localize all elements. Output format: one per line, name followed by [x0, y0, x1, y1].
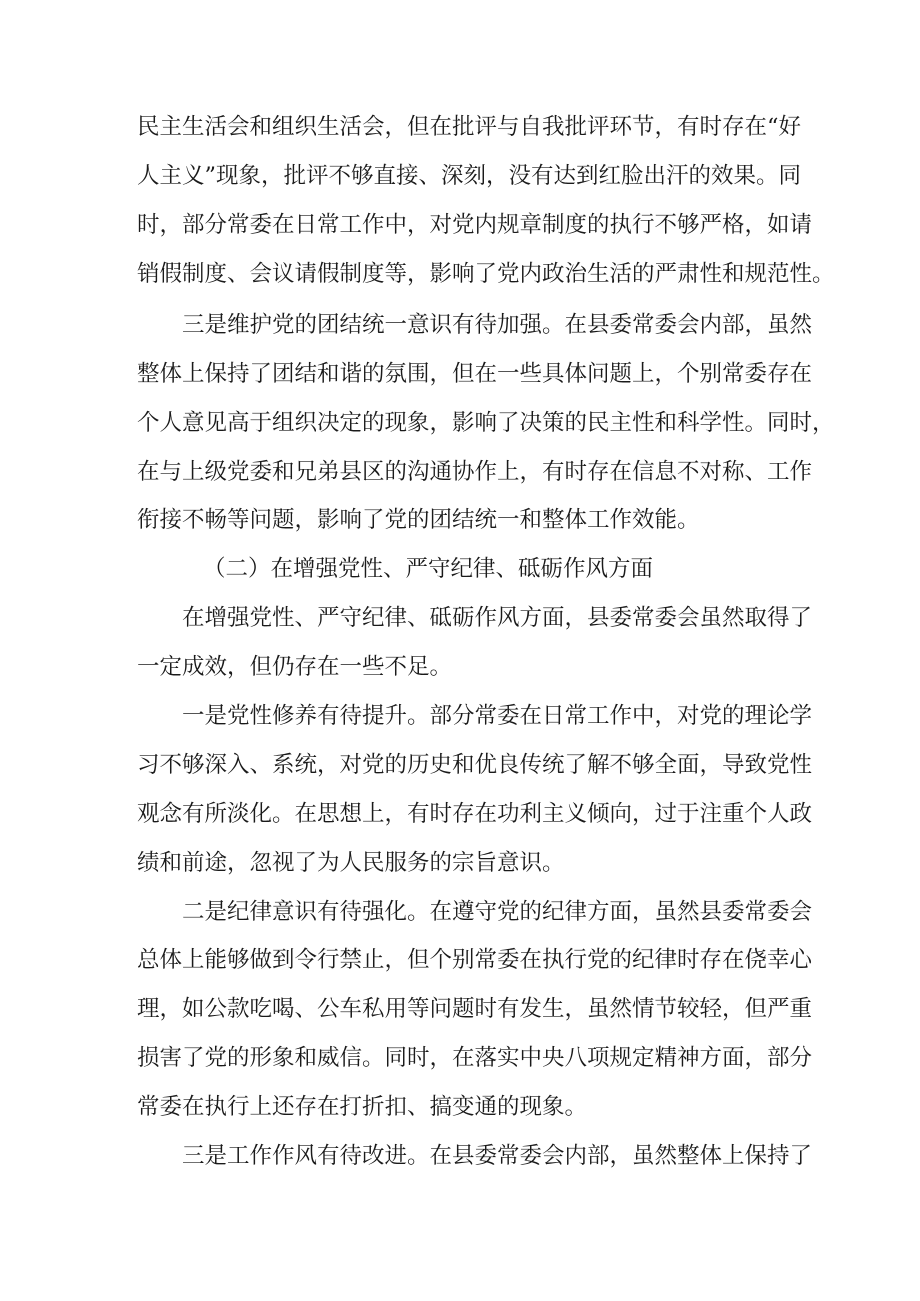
paragraph-line: 销假制度、会议请假制度等，影响了党内政治生活的严肃性和规范性。: [137, 261, 835, 287]
paragraph-line: 人主义”现象，批评不够直接、深刻，没有达到红脸出汗的效果。同: [137, 163, 802, 189]
paragraph-line: 个人意见高于组织决定的现象，影响了决策的民主性和科学性。同时，: [137, 410, 835, 436]
paragraph-line: 二是纪律意识有待强化。在遵守党的纪律方面，虽然县委常委会: [182, 899, 813, 925]
paragraph-line: 衔接不畅等问题，影响了党的团结统一和整体工作效能。: [137, 507, 700, 533]
section-heading: （二）在增强党性、严守纪律、砥砺作风方面: [203, 556, 654, 582]
paragraph-line: 三是工作作风有待改进。在县委常委会内部，虽然整体上保持了: [182, 1143, 813, 1169]
paragraph-line: 一定成效，但仍存在一些不足。: [137, 654, 453, 680]
paragraph-line: 常委在执行上还存在打折扣、搞变通的现象。: [137, 1094, 588, 1120]
paragraph-line: 在增强党性、严守纪律、砥砺作风方面，县委常委会虽然取得了: [182, 605, 813, 631]
paragraph-line: 在与上级党委和兄弟县区的沟通协作上，有时存在信息不对称、工作: [137, 459, 813, 485]
paragraph-line: 习不够深入、系统，对党的历史和优良传统了解不够全面，导致党性: [137, 752, 813, 778]
paragraph-line: 损害了党的形象和威信。同时，在落实中央八项规定精神方面，部分: [137, 1045, 813, 1071]
paragraph-line: 三是维护党的团结统一意识有待加强。在县委常委会内部，虽然: [182, 312, 813, 338]
paragraph-line: 绩和前途，忽视了为人民服务的宗旨意识。: [137, 850, 565, 876]
paragraph-line: 总体上能够做到令行禁止，但个别常委在执行党的纪律时存在侥幸心: [137, 947, 813, 973]
paragraph-line: 时，部分常委在日常工作中，对党内规章制度的执行不够严格，如请: [137, 212, 813, 238]
paragraph-line: 一是党性修养有待提升。部分常委在日常工作中，对党的理论学: [182, 703, 813, 729]
paragraph-line: 民主生活会和组织生活会，但在批评与自我批评环节，有时存在“好: [137, 114, 802, 140]
paragraph-line: 观念有所淡化。在思想上，有时存在功利主义倾向，过于注重个人政: [137, 801, 813, 827]
paragraph-line: 整体上保持了团结和谐的氛围，但在一些具体问题上，个别常委存在: [137, 361, 813, 387]
paragraph-line: 理，如公款吃喝、公车私用等问题时有发生，虽然情节较轻，但严重: [137, 996, 813, 1022]
